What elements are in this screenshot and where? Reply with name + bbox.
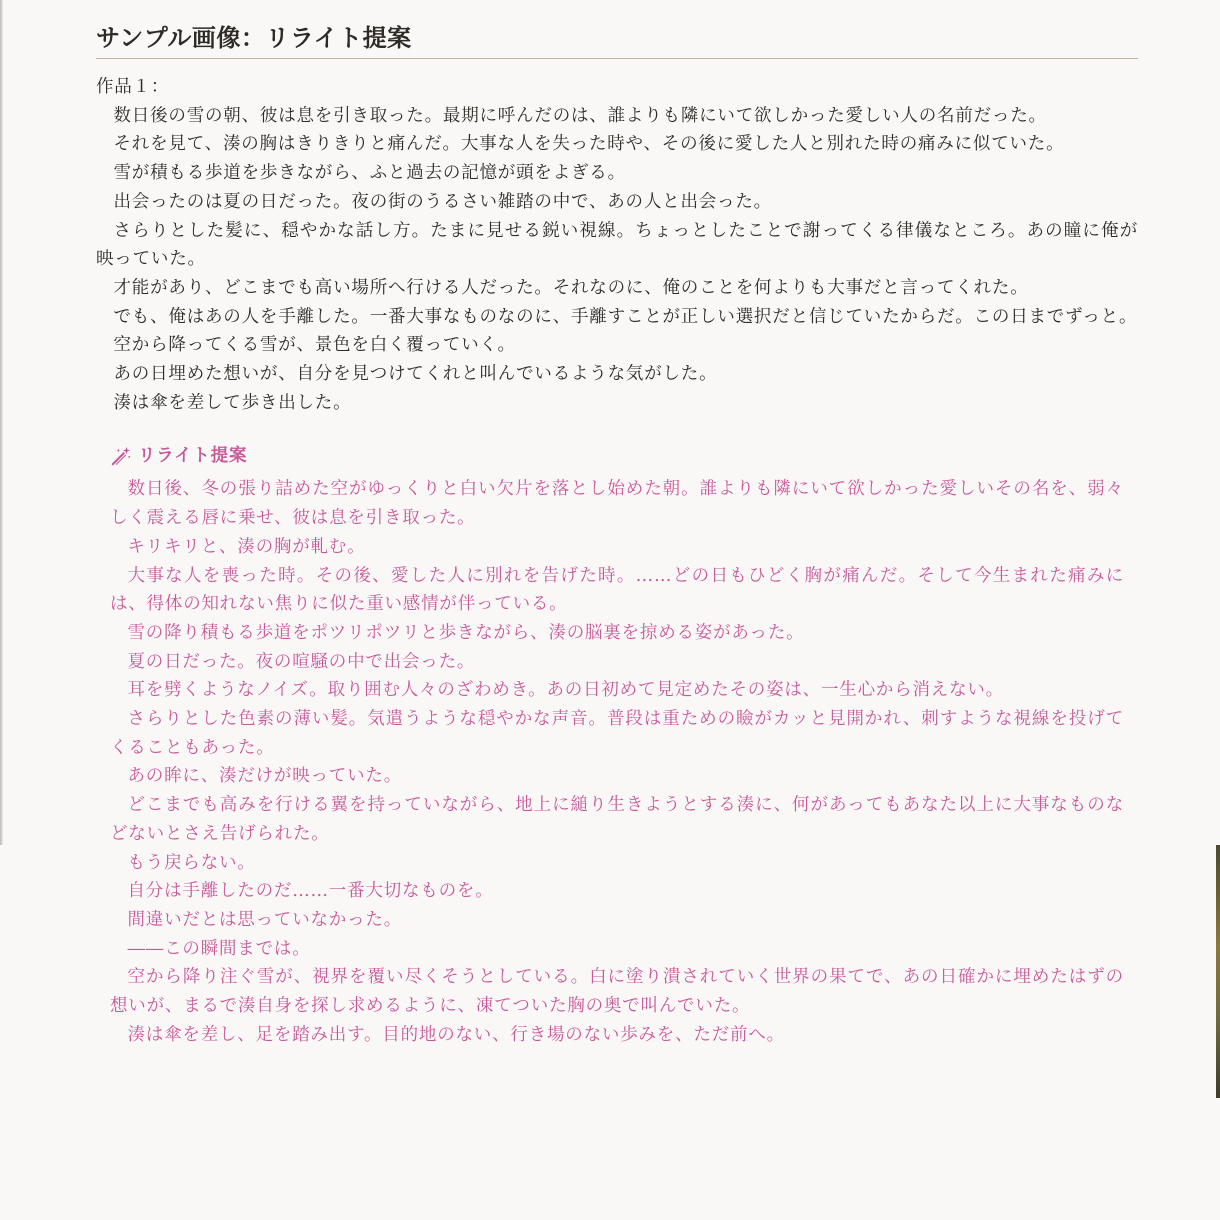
- page-title: サンプル画像：リライト提案: [96, 23, 412, 52]
- rewrite-heading: [110, 439, 1124, 473]
- original-label: 作品１：: [96, 77, 170, 97]
- rewrite-paragraph: 大事な人を喪った時。その後、愛した人に別れを告げた時。……どの日もひどく胸が痛んだ。そして今生まれた痛みには、得体の知れない焦りに似た重い感情が伴っている。: [110, 565, 1124, 615]
- original-paragraph: さらりとした髪に、穏やかな話し方。たまに見せる鋭い視線。ちょっとしたことで謝ってくる律儀なところ。あの瞳に俺が映っていた。: [96, 220, 1138, 270]
- original-paragraph: 雪が積もる歩道を歩きながら、ふと過去の記憶が頭をよぎる。: [113, 163, 626, 184]
- title-divider: [96, 58, 1138, 59]
- rewrite-paragraph: 雪の降り積もる歩道をポツリポツリと歩きながら、湊の脳裏を掠める姿があった。: [127, 622, 805, 643]
- rewrite-suggestion-section: [96, 439, 1138, 1049]
- rewrite-paragraph: どこまでも高みを行ける翼を持っていながら、地上に縋り生きようとする湊に、何があってもあなた以上に大事なものなどないとさえ告げられた。: [110, 795, 1124, 844]
- rewrite-paragraph: もう戻らない。: [127, 852, 256, 873]
- rewrite-paragraph: 自分は手離したのだ……一番大切なものを。: [127, 881, 494, 902]
- original-paragraph: 湊は傘を差して歩き出した。: [113, 392, 352, 413]
- magic-wand-icon: [110, 445, 132, 467]
- original-paragraph: あの日埋めた想いが、自分を見つけてくれと叫んでいるような気がした。: [113, 364, 718, 385]
- rewrite-paragraph: 間違いだとは思っていなかった。: [127, 909, 402, 930]
- rewrite-paragraph: ――この瞬間までは。: [127, 938, 311, 959]
- rewrite-paragraph: 耳を劈くようなノイズ。取り囲む人々のざわめき。あの日初めて見定めたその姿は、一生心から消えない。: [127, 680, 1004, 701]
- rewrite-paragraph: 空から降り注ぐ雪が、視界を覆い尽くそうとしている。白に塗り潰されていく世界の果てで、あの日確かに埋めたはずの想いが、まるで湊自身を探し求めるように、凍てついた胸の奥で叫んでいた。: [110, 967, 1124, 1017]
- rewrite-paragraph: 湊は傘を差し、足を踏み出す。目的地のない、行き場のない歩みを、ただ前へ。: [127, 1024, 785, 1045]
- rewrite-paragraph: 夏の日だった。夜の喧騒の中で出会った。: [127, 651, 476, 672]
- rewrite-paragraph: キリキリと、湊の胸が軋む。: [127, 536, 366, 557]
- rewrite-paragraph: あの眸に、湊だけが映っていた。: [127, 766, 402, 787]
- document-page: [96, 18, 1138, 1050]
- original-text-section: [96, 73, 1138, 417]
- rewrite-paragraph: 数日後、冬の張り詰めた空がゆっくりと白い欠片を落とし始めた朝。誰よりも隣にいて欲しかった愛しいその名を、弱々しく震える唇に乗せ、彼は息を引き取った。: [110, 479, 1124, 529]
- rewrite-heading-label: リライト提案: [138, 446, 248, 467]
- original-paragraph: 才能があり、どこまでも高い場所へ行ける人だった。それなのに、俺のことを何よりも大事だと言ってくれた。: [113, 277, 1029, 298]
- original-paragraph: それを見て、湊の胸はきりきりと痛んだ。大事な人を失った時や、その後に愛した人と別れた時の痛みに似ていた。: [113, 134, 1065, 155]
- original-paragraph: でも、俺はあの人を手離した。一番大事なものなのに、手離すことが正しい選択だと信じていたからだ。この日までずっと。: [113, 306, 1138, 327]
- background-photo-strip: [1216, 845, 1220, 1098]
- original-paragraph: 数日後の雪の朝、彼は息を引き取った。最期に呼んだのは、誰よりも隣にいて欲しかった愛しい人の名前だった。: [113, 105, 1047, 126]
- rewrite-paragraph: さらりとした色素の薄い髪。気遣うような穏やかな声音。普段は重ための瞼がカッと見開かれ、刺すような視線を投げてくることもあった。: [110, 709, 1124, 758]
- original-paragraph: 空から降ってくる雪が、景色を白く覆っていく。: [113, 335, 516, 356]
- page-left-edge: [0, 0, 3, 845]
- original-paragraph: 出会ったのは夏の日だった。夜の街のうるさい雑踏の中で、あの人と出会った。: [113, 191, 772, 212]
